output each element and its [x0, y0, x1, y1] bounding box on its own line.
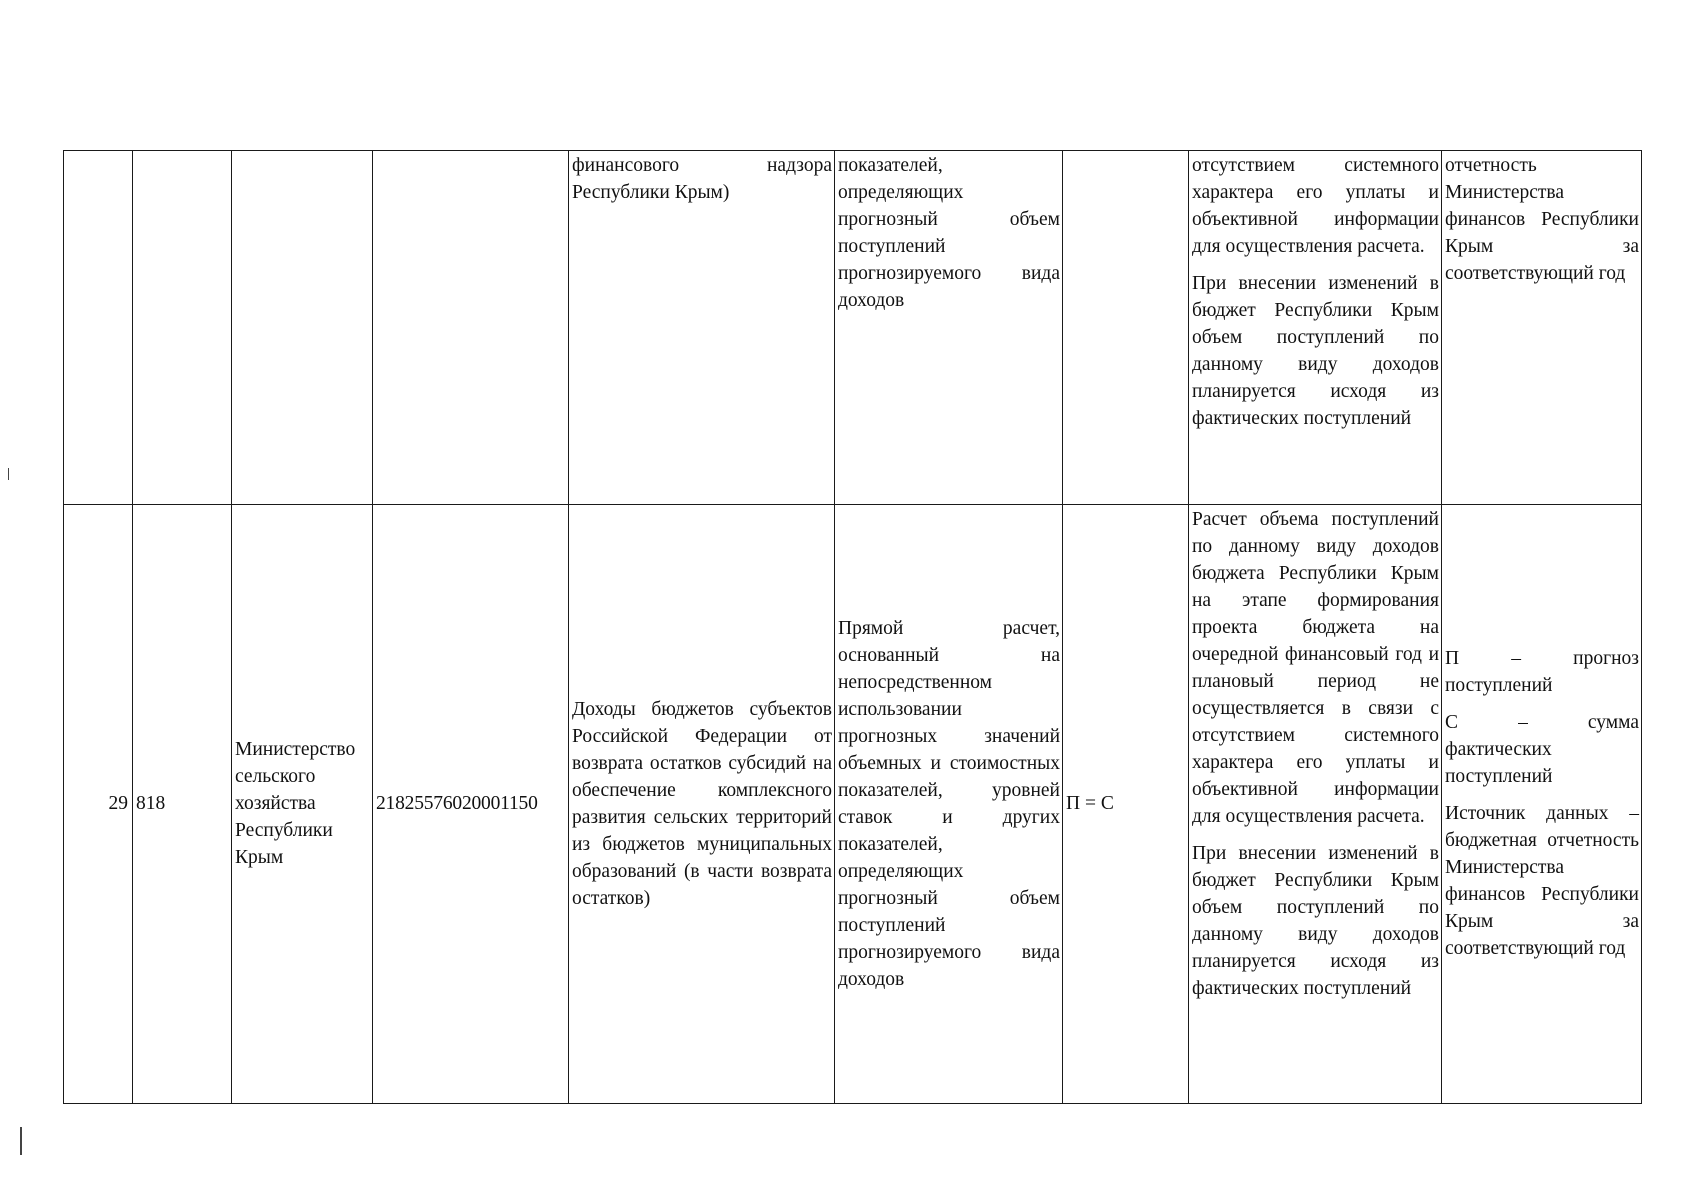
- revenue-forecast-table: [63, 150, 1642, 1104]
- table-row-29: [64, 505, 1642, 1104]
- description-source: Источник данных – бюджетная отчетность Министерства финансов Республики Крым за соответствующий год: [1445, 803, 1639, 959]
- cell-description-continued: отчетность Министерства финансов Республики Крым за соответствующий год: [1442, 151, 1642, 505]
- algorithm-paragraph-2: При внесении изменений в бюджет Республики Крым объем поступлений по данному виду доходов планируется исходя из фактических поступлений: [1192, 843, 1439, 999]
- cell-kbk-empty: [373, 151, 569, 505]
- cell-algorithm-continued: [1189, 151, 1442, 505]
- description-sum: С – сумма фактических поступлений: [1445, 712, 1639, 787]
- cell-code: 818: [133, 505, 232, 1104]
- algorithm-paragraph-2: При внесении изменений в бюджет Республики Крым объем поступлений по данному виду доходов планируется исходя из фактических поступлений: [1192, 273, 1439, 429]
- cell-revenue-name: Доходы бюджетов субъектов Российской Федерации от возврата остатков субсидий на обеспечение комплексного развития сельских территорий из бюджетов муниципальных образований (в части возврата остатков): [569, 505, 835, 1104]
- cell-code-empty: [133, 151, 232, 505]
- cell-index: 29: [64, 505, 133, 1104]
- cell-kbk: 21825576020001150: [373, 505, 569, 1104]
- description-forecast: П – прогноз поступлений: [1445, 648, 1639, 696]
- cell-index-empty: [64, 151, 133, 505]
- algorithm-paragraph-1: Расчет объема поступлений по данному виду доходов бюджета Республики Крым на этапе формирования проекта бюджета на очередной финансовый год и плановый период не осуществляется в связи с отсутствием системного характера его уплаты и объективной информации для осуществления расчета.: [1192, 509, 1439, 827]
- cell-revenue-name-continued: финансового надзора Республики Крым): [569, 151, 835, 505]
- scan-mark: [20, 1127, 22, 1155]
- cell-formula-empty: [1063, 151, 1189, 505]
- cell-method-continued: показателей, определяющих прогнозный объем поступлений прогнозируемого вида доходов: [835, 151, 1063, 505]
- cell-description: [1442, 505, 1642, 1104]
- cell-admin-empty: [232, 151, 373, 505]
- table-row-continued: [64, 151, 1642, 505]
- cell-admin: Министерство сельского хозяйства Республики Крым: [232, 505, 373, 1104]
- cell-formula: П = С: [1063, 505, 1189, 1104]
- algorithm-paragraph-1: отсутствием системного характера его уплаты и объективной информации для осуществления расчета.: [1192, 155, 1439, 257]
- cell-algorithm: [1189, 505, 1442, 1104]
- cell-method: Прямой расчет, основанный на непосредственном использовании прогнозных значений объемных и стоимостных показателей, уровней ставок и других показателей, определяющих прогнозный объем поступлений прогнозируемого вида доходов: [835, 505, 1063, 1104]
- scan-mark: [8, 468, 9, 480]
